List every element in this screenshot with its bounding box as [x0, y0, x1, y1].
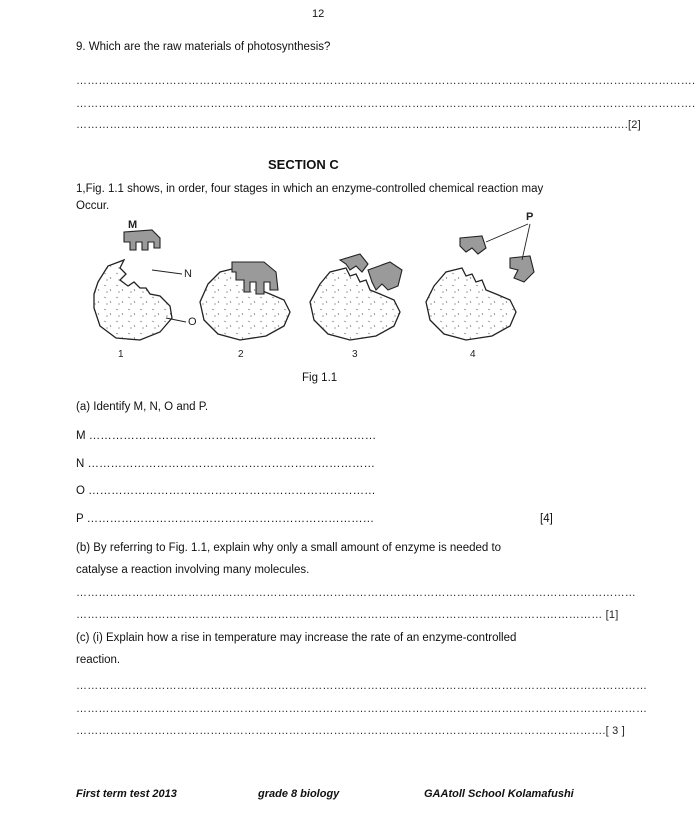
part-c-prompt-cont: reaction. [76, 654, 121, 666]
product-left [460, 236, 486, 254]
label-m: M [128, 219, 138, 231]
label-n: N [184, 268, 192, 280]
stage-number: 1 [118, 349, 124, 360]
part-b-prompt-cont: catalyse a reaction involving many molecules. [76, 564, 310, 576]
stage-2-diagram [200, 262, 290, 360]
answer-line: …………………………………………………………………………………………………………………………………… [76, 587, 636, 599]
part-c-prompt: (c) (i) Explain how a rise in temperature may increase the rate of an enzyme-controlled [76, 632, 517, 644]
enzyme-shape [426, 268, 516, 340]
question-1-intro: 1,Fig. 1.1 shows, in order, four stages in which an enzyme-controlled chemical reaction may [76, 183, 544, 195]
stage-1-diagram [94, 219, 197, 360]
enzyme-shape [94, 260, 172, 340]
answer-line: ……………………………………………………………………………………………………………………………………… [76, 680, 648, 692]
answer-line-m: M ………………………………………………………………… [76, 430, 377, 442]
answer-line: …………………………………………………………………………………………………………………………………………………. [76, 98, 695, 110]
answer-line: …………………………………………………………………………………………………………………………………………………. [76, 75, 695, 87]
section-title: SECTION C [268, 157, 339, 172]
answer-line: ……………………………………………………………………………………………………………………………………… [76, 703, 648, 715]
footer-left: First term test 2013 [76, 788, 177, 800]
stage-number: 3 [352, 349, 358, 360]
stage-number: 2 [238, 349, 244, 360]
part-b-prompt: (b) By referring to Fig. 1.1, explain why only a small amount of enzyme is needed to [76, 542, 502, 554]
footer-right: GAAtoll School Kolamafushi [424, 788, 574, 800]
question-1-intro-cont: Occur. [76, 200, 110, 212]
label-p: P [526, 211, 534, 223]
answer-line-p: P ………………………………………………………………… [76, 513, 375, 525]
answer-line: …………………………………………………………………………………………………………………………….[ 3 ] [76, 725, 625, 737]
marks-a: [4] [540, 513, 553, 525]
stage-3-diagram [310, 254, 402, 360]
answer-line: …………………………………………………………………………………………………………………………… [1] [76, 609, 619, 621]
enzyme-figure [90, 210, 540, 365]
answer-line: ………………………………………………………………………………………………………………………………….[2] [76, 119, 641, 131]
stage-number: 4 [470, 349, 476, 360]
answer-line-n: N ………………………………………………………………… [76, 458, 375, 470]
footer-center: grade 8 biology [258, 788, 340, 800]
page-number: 12 [312, 8, 325, 20]
label-o: O [188, 316, 197, 328]
stage-4-diagram [426, 211, 534, 360]
product-right [368, 262, 402, 290]
figure-caption: Fig 1.1 [302, 372, 338, 384]
part-a-prompt: (a) Identify M, N, O and P. [76, 401, 209, 413]
answer-line-o: O ………………………………………………………………… [76, 485, 376, 497]
question-9: 9. Which are the raw materials of photosynthesis? [76, 41, 331, 53]
substrate-m [124, 230, 160, 250]
